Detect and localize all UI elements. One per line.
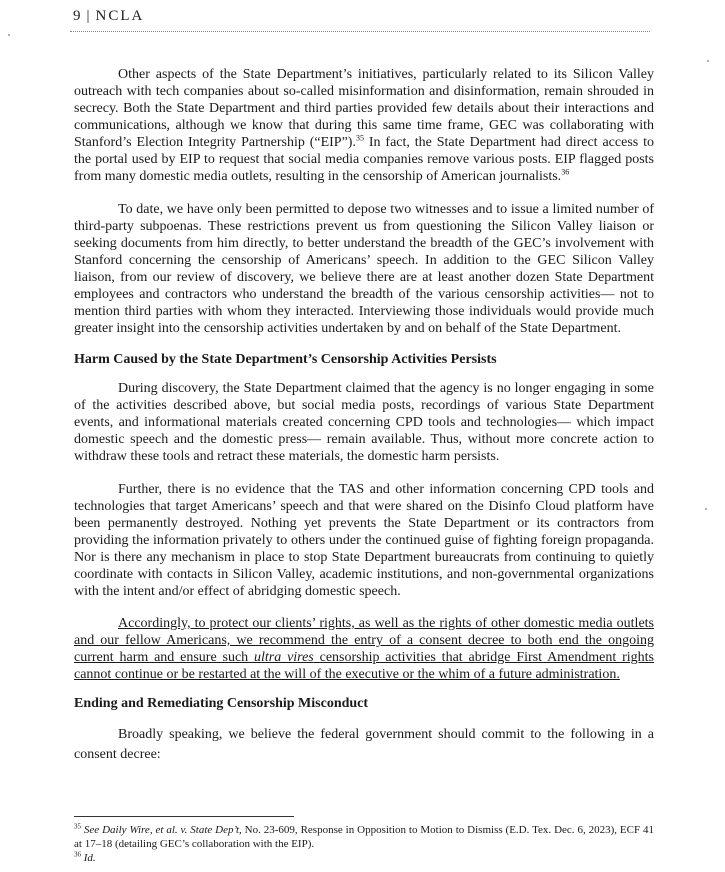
footnote-ref-35: 35	[355, 133, 364, 143]
page-number: 9	[73, 8, 83, 24]
paragraph-4: Further, there is no evidence that the TAS and other information concerning CPD tools and technologies that target Americans’ speech and that were shared on the Disinfo Cloud platform have been permanently destroyed. Nothing yet prevents the State Department or its contractors from providing the information privately to others under the continued guise of fighting foreign propaganda. Nor is there any mechanism in place to stop State Department bureaucrats from continuing to quietly coordinate with contacts in Silicon Valley, academic institutions, and non-governmental organizations with the intent and/or effect of abridging domestic speech.	[74, 482, 654, 599]
paragraph-5-italic: ultra vires	[254, 650, 314, 665]
scan-speck	[8, 34, 10, 36]
header-rule	[70, 31, 650, 32]
section-heading-harm: Harm Caused by the State Department’s Censorship Activities Persists	[74, 352, 497, 367]
scan-speck	[705, 508, 707, 510]
footnote-35-text: , No. 23-609, Response in Opposition to Motion to Dismiss (E.D. Tex. Dec. 6, 2023), ECF 41 at 17–18 (detailing GEC’s collaboration with the EIP).	[74, 824, 655, 850]
paragraph-1-text-a: Other aspects of the State Department’s initiatives, particularly related to its Silicon Valley outreach with tech companies about so-called misinformation and disinformation, remain shrouded in secrecy. Both the State Department and third parties provided few details about their interactions and communications, although we know that during this same time frame, GEC was collaborating with Stanford’s Election Integrity Partnership (“EIP”).	[74, 67, 654, 150]
footnote-35-number: 35	[74, 822, 81, 831]
paragraph-5-text-a: Accordingly, to protect our clients’ rights, as well as the rights of other domestic media outlets and our fellow Americans, we recommend the entry of a consent decree to both end the ongoing current harm and ensure such	[74, 616, 654, 665]
footnote-35	[74, 823, 654, 851]
paragraph-5-recommendation	[74, 615, 654, 683]
scan-speck	[707, 60, 709, 62]
paragraph-5-text-b: censorship activities that abridge First Amendment rights cannot continue or be restarted at the will of the executive or the whim of a future administration.	[74, 650, 654, 682]
footnotes	[74, 823, 654, 865]
footnote-36-number: 36	[74, 850, 81, 859]
section-heading-ending: Ending and Remediating Censorship Misconduct	[74, 696, 369, 711]
paragraph-1	[74, 66, 654, 185]
footnote-rule	[74, 816, 294, 817]
header-separator: |	[86, 8, 92, 24]
page-header	[73, 8, 144, 25]
paragraph-1-text-b: In fact, the State Department had direct access to the portal used by EIP to request that social media companies remove various posts. EIP flagged posts from many domestic media outlets, resulting in the censorship of American journalists.	[74, 135, 654, 184]
paragraph-3: During discovery, the State Department claimed that the agency is no longer engaging in some of the activities described above, but social media posts, recordings of various State Department events, and informational materials created concerning CPD tools and technologies— which impact domestic speech and the domestic press— remain available. Thus, without more concrete action to withdraw these tools and retract these materials, the domestic harm persists.	[74, 381, 654, 464]
footnote-36	[74, 851, 654, 865]
footnote-36-text: Id.	[83, 852, 96, 864]
paragraph-2: To date, we have only been permitted to depose two witnesses and to issue a limited number of third-party subpoenas. These restrictions prevent us from questioning the Silicon Valley liaison or seeking documents from him directly, to better understand the breadth of the GEC’s involvement with Stanford concerning the censorship of Americans’ speech. In addition to the GEC Silicon Valley liaison, from our review of discovery, we believe there are at least another dozen State Department employees and contractors who understand the breadth of the various censorship activities— not to mention third parties with whom they interacted. Interviewing those individuals would provide much greater insight into the censorship activities undertaken by and on behalf of the State Department.	[74, 202, 654, 336]
document-body	[74, 66, 654, 765]
paragraph-6: Broadly speaking, we believe the federal government should commit to the following in a consent decree:	[74, 727, 654, 762]
org-name: NCLA	[95, 8, 145, 24]
footnote-35-case: See Daily Wire, et al. v. State Dep’t	[83, 824, 239, 836]
footnote-ref-36: 36	[561, 167, 570, 177]
